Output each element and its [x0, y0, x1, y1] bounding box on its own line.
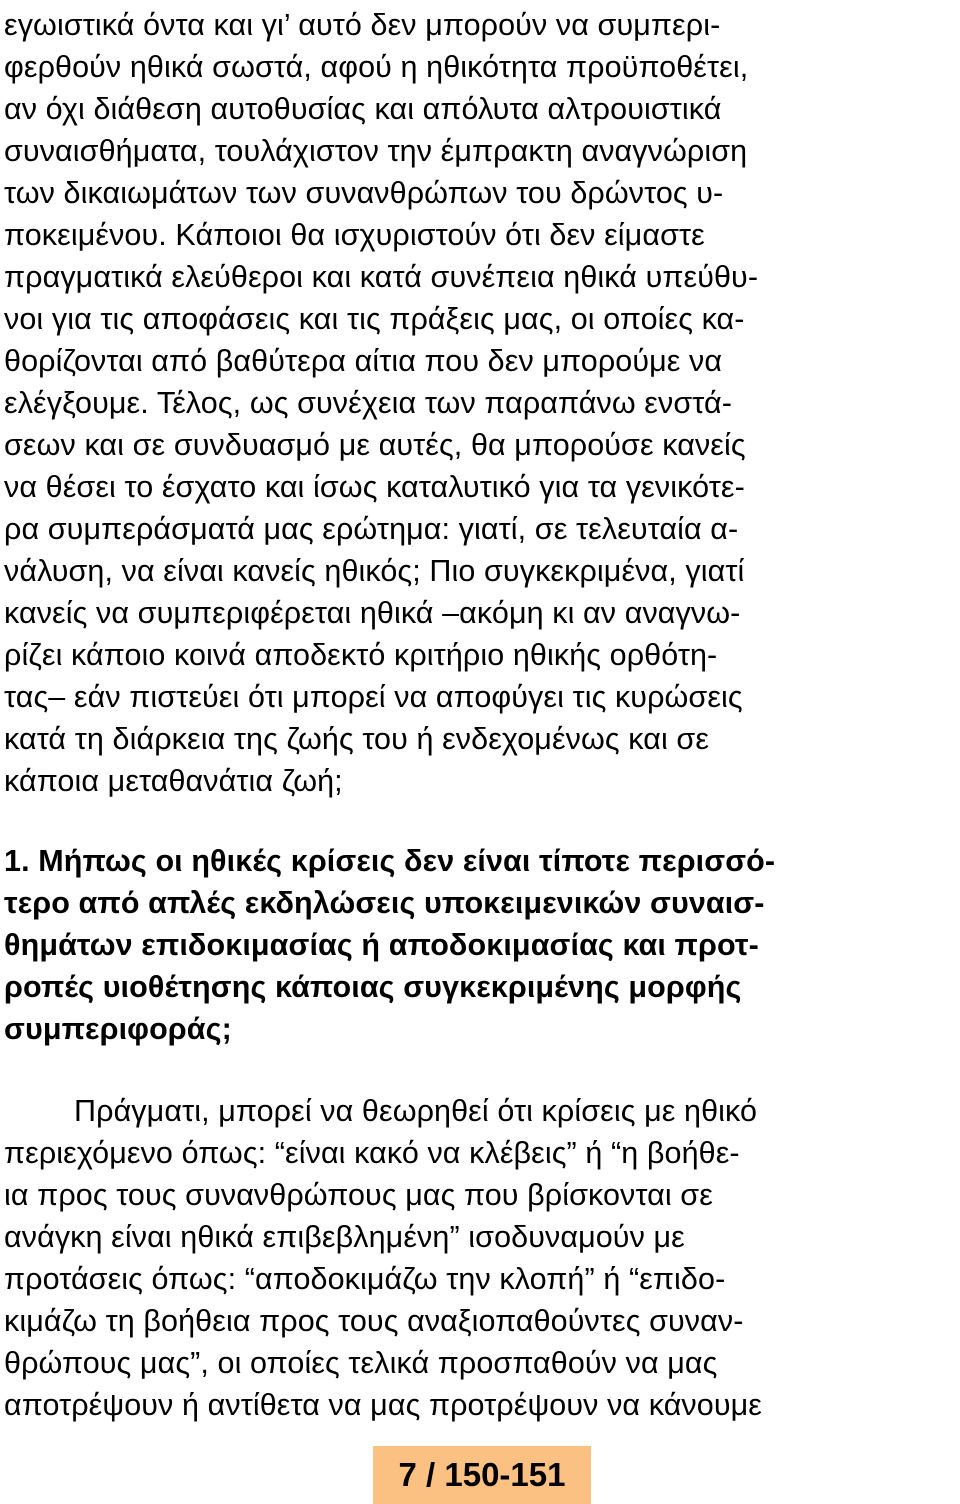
page-indicator-badge [373, 1446, 591, 1504]
text-line: εγωιστικά όντα και γι’ αυτό δεν μπορούν να συμπερι- [4, 8, 721, 42]
text-line: πραγματικά ελεύθεροι και κατά συνέπεια ηθικά υπεύθυ- [4, 260, 759, 294]
text-line: ρίζει κάποιο κοινά αποδεκτό κριτήριο ηθικής ορθότη- [4, 638, 718, 672]
text-line: κάποια μεταθανάτια ζωή; [4, 764, 343, 798]
text-line: αν όχι διάθεση αυτοθυσίας και απόλυτα αλτρουιστικά [4, 92, 722, 126]
text-line: να θέσει το έσχατο και ίσως καταλυτικό για τα γενικότε- [4, 470, 745, 504]
text-line: ποκειμένου. Κάποιοι θα ισχυριστούν ότι δεν είμαστε [4, 218, 705, 252]
heading-line: 1. Μήπως οι ηθικές κρίσεις δεν είναι τίποτε περισσό- [4, 844, 776, 878]
text-line: Πράγματι, μπορεί να θεωρηθεί ότι κρίσεις με ηθικό [74, 1094, 758, 1128]
text-line: ια προς τους συνανθρώπους μας που βρίσκονται σε [4, 1178, 713, 1212]
heading-line: ροπές υιοθέτησης κάποιας συγκεκριμένης μορφής [4, 970, 742, 1004]
text-line: κανείς να συμπεριφέρεται ηθικά –ακόμη κι αν αναγνω- [4, 596, 741, 630]
text-line: τας– εάν πιστεύει ότι μπορεί να αποφύγει τις κυρώσεις [4, 680, 743, 714]
heading-line: θημάτων επιδοκιμασίας ή αποδοκιμασίας και προτ- [4, 928, 759, 962]
text-line: συναισθήματα, τουλάχιστον την έμπρακτη αναγνώριση [4, 134, 748, 168]
page-indicator: 7 / 150-151 [398, 1456, 566, 1493]
text-line: περιεχόμενο όπως: “είναι κακό να κλέβεις” ή “η βοήθε- [4, 1136, 740, 1170]
text-line: κατά τη διάρκεια της ζωής του ή ενδεχομένως και σε [4, 722, 710, 756]
text-line: ανάγκη είναι ηθικά επιβεβλημένη” ισοδυναμούν με [4, 1220, 685, 1254]
text-line: προτάσεις όπως: “αποδοκιμάζω την κλοπή” ή “επιδο- [4, 1262, 726, 1296]
text-line: νάλυση, να είναι κανείς ηθικός; Πιο συγκεκριμένα, γιατί [4, 554, 745, 588]
text-line: ρα συμπεράσματά μας ερώτημα: γιατί, σε τελευταία α- [4, 512, 739, 546]
text-line: νοι για τις αποφάσεις και τις πράξεις μας, οι οποίες κα- [4, 302, 745, 336]
text-line: κιμάζω τη βοήθεια προς τους αναξιοπαθούντες συναν- [4, 1304, 744, 1338]
text-line: ελέγξουμε. Τέλος, ως συνέχεια των παραπάνω ενστά- [4, 386, 732, 420]
text-line: θρώπους μας”, οι οποίες τελικά προσπαθούν να μας [4, 1346, 718, 1380]
text-line: των δικαιωμάτων των συνανθρώπων του δρώντος υ- [4, 176, 724, 210]
heading-line: συμπεριφοράς; [4, 1012, 232, 1046]
text-line: αποτρέψουν ή αντίθετα να μας προτρέψουν να κάνουμε [4, 1388, 762, 1422]
text-line: θορίζονται από βαθύτερα αίτια που δεν μπορούμε να [4, 344, 723, 378]
heading-line: τερο από απλές εκδηλώσεις υποκειμενικών συναισ- [4, 886, 765, 920]
text-line: φερθούν ηθικά σωστά, αφού η ηθικότητα προϋποθέτει, [4, 50, 749, 84]
text-line: σεων και σε συνδυασμό με αυτές, θα μπορούσε κανείς [4, 428, 746, 462]
